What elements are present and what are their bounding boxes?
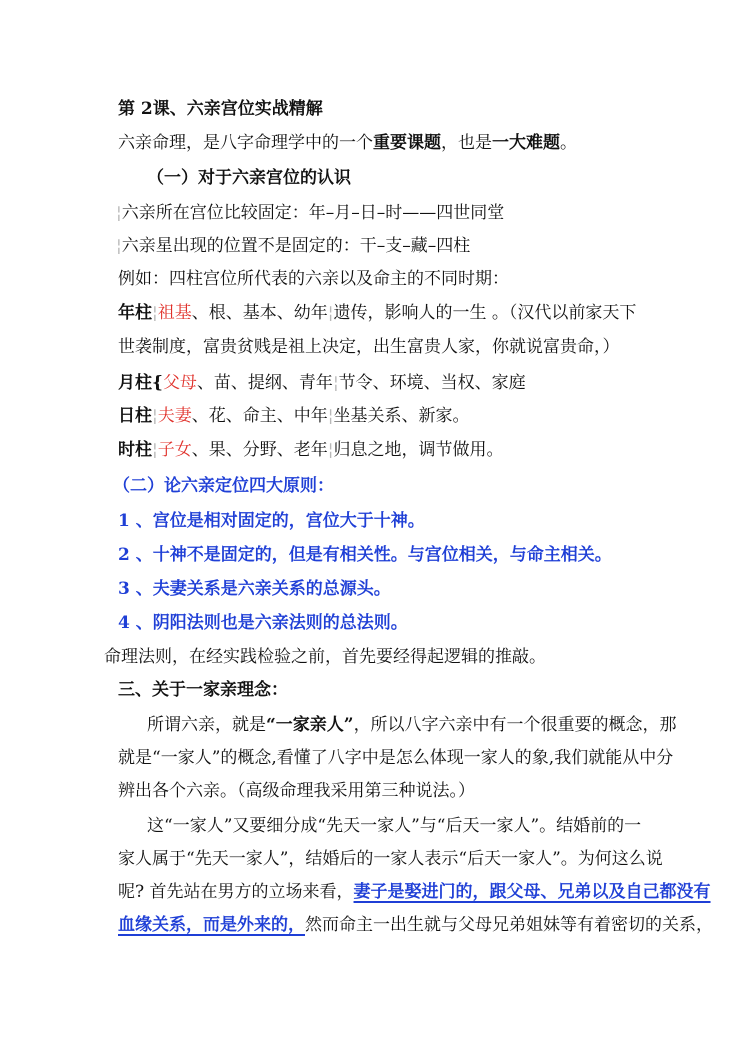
section-3-heading: 三、关于一家亲理念： <box>118 680 288 700</box>
separator-icon: ¦ <box>327 303 334 323</box>
intro-paragraph: 六亲命理，是八字命理学中的一个重要课题，也是一大难题。 <box>118 133 577 153</box>
paragraph-line: 呢? 首先站在男方的立场来看，妻子是娶进门的，跟父母、兄弟以及自己都没有 <box>118 882 711 902</box>
bullet-item: ¦六亲所在宫位比较固定：年–月–日–时——四世同堂 <box>116 203 505 223</box>
separator-icon: ¦ <box>327 406 334 426</box>
bullet-bar-icon: ¦ <box>116 236 122 256</box>
separator-icon: { <box>152 373 163 393</box>
principle-item: 4 、阴阳法则也是六亲法则的总法则。 <box>118 613 408 633</box>
paragraph-line: 家人属于“先天一家人”，结婚后的一家人表示“后天一家人”。为何这么说 <box>118 849 663 869</box>
lesson-title: 第 2课、六亲宫位实战精解 <box>118 99 323 119</box>
separator-icon: ¦ <box>332 373 339 393</box>
example-line: 例如：四柱宫位所代表的六亲以及命主的不同时期： <box>118 269 509 289</box>
pillar-month-row: 月柱{父母、苗、提纲、青年¦节令、环境、当权、家庭 <box>118 373 526 393</box>
paragraph-line: 辨出各个六亲。（高级命理我采用第三种说法。） <box>118 781 475 801</box>
paragraph-line: 这“一家人”又要细分成“先天一家人”与“后天一家人”。结婚前的一 <box>147 816 642 836</box>
separator-icon: ¦ <box>152 303 158 323</box>
pillar-day-row: 日柱¦夫妻、花、命主、中年¦坐基关系、新家。 <box>118 406 470 426</box>
principle-item: 1 、宫位是相对固定的，宫位大于十神。 <box>118 511 425 531</box>
paragraph-line: 就是“一家人”的概念,看懂了八字中是怎么体现一家人的象,我们就能从中分 <box>118 748 674 768</box>
paragraph-line: 血缘关系，而是外来的，然而命主一出生就与父母兄弟姐妹等有着密切的关系， <box>118 915 713 935</box>
separator-icon: ¦ <box>152 406 158 426</box>
bullet-bar-icon: ¦ <box>116 203 122 223</box>
pillar-hour-row: 时柱¦子女、果、分野、老年¦归息之地，调节做用。 <box>118 440 504 460</box>
highlighted-text: 血缘关系，而是外来的， <box>118 915 305 935</box>
paragraph-line: 所谓六亲，就是“一家亲人”，所以八字六亲中有一个很重要的概念，那 <box>147 715 677 735</box>
section-2-heading: （二）论六亲定位四大原则： <box>113 476 334 496</box>
separator-icon: ¦ <box>327 440 334 460</box>
principle-item: 3 、夫妻关系是六亲关系的总源头。 <box>118 579 391 599</box>
logic-statement: 命理法则，在经实践检验之前，首先要经得起逻辑的推敲。 <box>104 647 546 667</box>
principle-item: 2 、十神不是固定的，但是有相关性。与宫位相关，与命主相关。 <box>118 545 612 565</box>
separator-icon: ¦ <box>152 440 158 460</box>
pillar-year-row: 年柱¦祖基、根、基本、幼年¦遗传，影响人的一生 。（汉代以前家天下 <box>118 303 637 323</box>
bullet-item: ¦六亲星出现的位置不是固定的：干–支–藏–四柱 <box>116 236 471 256</box>
pillar-year-continuation: 世袭制度，富贵贫贱是祖上决定，出生富贵人家，你就说富贵命，） <box>118 337 620 357</box>
highlighted-text: 妻子是娶进门的，跟父母、兄弟以及自己都没有 <box>353 882 711 902</box>
section-1-heading: （一）对于六亲宫位的认识 <box>147 168 351 188</box>
